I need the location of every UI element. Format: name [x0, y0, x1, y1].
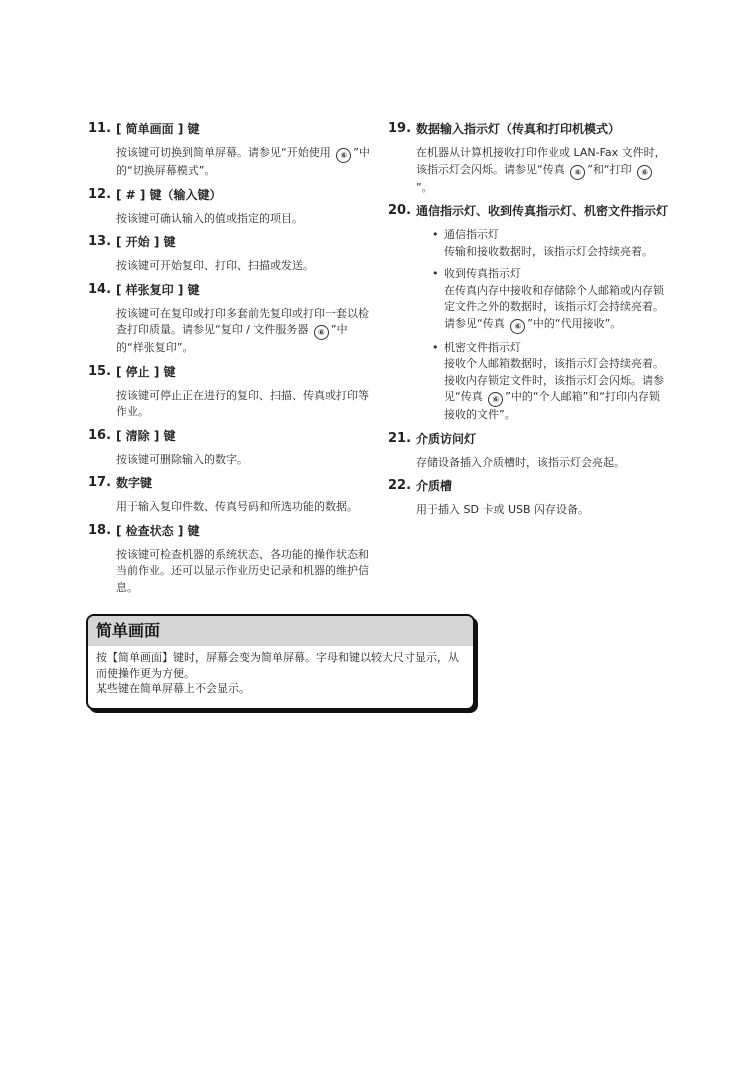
- item-title: [ 停止 ] 键: [116, 364, 176, 379]
- key-item: [388, 477, 670, 519]
- bullet-icon: •: [432, 228, 439, 241]
- text-run: ”中的“样张复印”。: [116, 323, 348, 354]
- note-title: 简单画面: [88, 616, 473, 646]
- item-description: [116, 211, 370, 228]
- key-item: [88, 363, 370, 421]
- item-number: 11.: [88, 121, 112, 136]
- text-run: ”。: [416, 180, 433, 194]
- item-heading: [88, 120, 370, 138]
- note-box: [86, 614, 475, 710]
- bullet-body: [444, 340, 670, 424]
- manual-reference-icon: ⑥: [314, 325, 329, 340]
- text-run: 按该键可删除输入的数字。: [116, 452, 248, 466]
- text-run: 按该键可确认输入的值或指定的项目。: [116, 211, 303, 225]
- item-title: [ 开始 ] 键: [116, 235, 176, 249]
- item-title: [ 检查状态 ] 键: [116, 523, 200, 538]
- bullet-item: [432, 266, 670, 334]
- text-run: 按该键可切换到简单屏幕。请参见“开始使用: [116, 146, 335, 159]
- bullet-label: 通信指示灯: [444, 228, 499, 241]
- bullet-item: [432, 227, 670, 260]
- manual-reference-icon: ⑥: [336, 148, 351, 163]
- text-run: 按该键可在复印或打印多套前先复印或打印一套以检查打印质量。请参见“复印 / 文件服务器: [116, 306, 369, 336]
- key-item: [88, 522, 370, 597]
- item-description: [416, 502, 670, 519]
- item-heading: [88, 186, 370, 204]
- item-description: [116, 145, 370, 180]
- text-run: ”和“打印: [587, 162, 636, 176]
- item-title: 介质访问灯: [416, 431, 477, 446]
- text-run: 按该键可开始复印、打印、扫描或发送。: [116, 259, 314, 272]
- text-run: ”中的“切换屏幕模式”。: [116, 146, 370, 177]
- item-description: [416, 455, 670, 472]
- note-body: [88, 646, 473, 697]
- item-heading: [88, 233, 370, 251]
- key-item: [88, 281, 370, 357]
- key-item: [388, 202, 670, 424]
- item-title: [ 样张复印 ] 键: [116, 282, 200, 297]
- bullet-text: [444, 283, 670, 334]
- bullet-body: [444, 227, 670, 260]
- item-heading: [88, 522, 370, 540]
- key-item: [388, 120, 670, 196]
- item-number: 16.: [88, 427, 112, 443]
- bullet-label: 机密文件指示灯: [444, 340, 521, 354]
- bullet-text: [444, 244, 670, 261]
- item-description: [116, 306, 370, 357]
- manual-reference-icon: ⑥: [637, 165, 652, 180]
- left-column: [88, 120, 370, 602]
- item-title: [ # ] 键（输入键）: [116, 187, 222, 202]
- item-heading: [88, 363, 370, 381]
- bullet-icon: •: [432, 267, 439, 280]
- item-heading: [88, 474, 370, 492]
- bullet-label: 收到传真指示灯: [444, 267, 521, 280]
- item-description: [416, 145, 670, 196]
- bullet-text: [444, 356, 670, 424]
- manual-reference-icon: ⑥: [488, 392, 503, 407]
- note-line: 按【简单画面】键时，屏幕会变为简单屏幕。字母和键以较大尺寸显示，从而使操作更为方便。: [96, 651, 459, 680]
- text-run: ”中的“代用接收”。: [527, 316, 622, 330]
- text-run: 接收个人邮箱数据时，该指示灯会持续亮着。接收内存锁定文件时，该指示灯会闪烁。请参见“传真: [444, 357, 664, 403]
- bullet-item: [432, 340, 670, 424]
- item-number: 17.: [88, 475, 112, 490]
- text-run: ”中的“个人邮箱”和“打印内存锁接收的文件”。: [444, 390, 660, 421]
- item-heading: [88, 427, 370, 445]
- text-run: 按该键可停止正在进行的复印、扫描、传真或打印等作业。: [116, 388, 369, 418]
- item-heading: [388, 120, 670, 138]
- item-heading: [388, 430, 670, 448]
- item-title: 通信指示灯、收到传真指示灯、机密文件指示灯: [416, 204, 669, 218]
- key-item: [88, 474, 370, 516]
- item-heading: [388, 477, 670, 495]
- item-description: [116, 452, 370, 469]
- key-item: [88, 427, 370, 469]
- item-number: 18.: [88, 522, 112, 538]
- item-title: 介质槽: [416, 479, 453, 493]
- text-run: 按该键可检查机器的系统状态、各功能的操作状态和当前作业。还可以显示作业历史记录和机器的维护信息。: [116, 547, 369, 594]
- text-run: 传输和接收数据时，该指示灯会持续亮着。: [444, 244, 653, 258]
- key-item: [88, 186, 370, 228]
- item-description: [116, 388, 370, 421]
- note-line: 某些键在简单屏幕上不会显示。: [96, 682, 250, 695]
- key-item: [88, 120, 370, 180]
- bullet-icon: •: [432, 340, 439, 354]
- item-number: 20.: [388, 203, 412, 218]
- item-number: 19.: [388, 121, 412, 136]
- manual-reference-icon: ⑥: [510, 319, 525, 334]
- item-title: [ 简单画面 ] 键: [116, 122, 200, 136]
- item-number: 14.: [88, 281, 112, 297]
- item-heading: [388, 202, 670, 220]
- item-title: 数据输入指示灯（传真和打印机模式）: [416, 122, 621, 136]
- right-column: [388, 120, 670, 525]
- item-title: [ 清除 ] 键: [116, 428, 176, 443]
- key-item: [88, 233, 370, 275]
- item-number: 21.: [388, 430, 412, 446]
- text-run: 在传真内存中接收和存储除个人邮箱或内存锁定文件之外的数据时，该指示灯会持续亮着。请参见“传真: [444, 283, 664, 330]
- item-number: 12.: [88, 186, 112, 202]
- text-run: 用于插入 SD 卡或 USB 闪存设备。: [416, 503, 590, 516]
- item-title: 数字键: [116, 476, 153, 490]
- key-item: [388, 430, 670, 472]
- text-run: 在机器从计算机接收打印作业或 LAN-Fax 文件时，该指示灯会闪烁。请参见“传真: [416, 146, 666, 176]
- item-number: 13.: [88, 234, 112, 249]
- item-description: [116, 258, 370, 275]
- bullet-body: [444, 266, 670, 334]
- item-heading: [88, 281, 370, 299]
- item-number: 15.: [88, 363, 112, 379]
- text-run: 用于输入复印件数、传真号码和所选功能的数据。: [116, 500, 358, 513]
- manual-reference-icon: ⑥: [570, 165, 585, 180]
- text-run: 存储设备插入介质槽时，该指示灯会亮起。: [416, 455, 625, 469]
- item-number: 22.: [388, 478, 412, 493]
- item-description: [116, 547, 370, 597]
- item-description: [116, 499, 370, 516]
